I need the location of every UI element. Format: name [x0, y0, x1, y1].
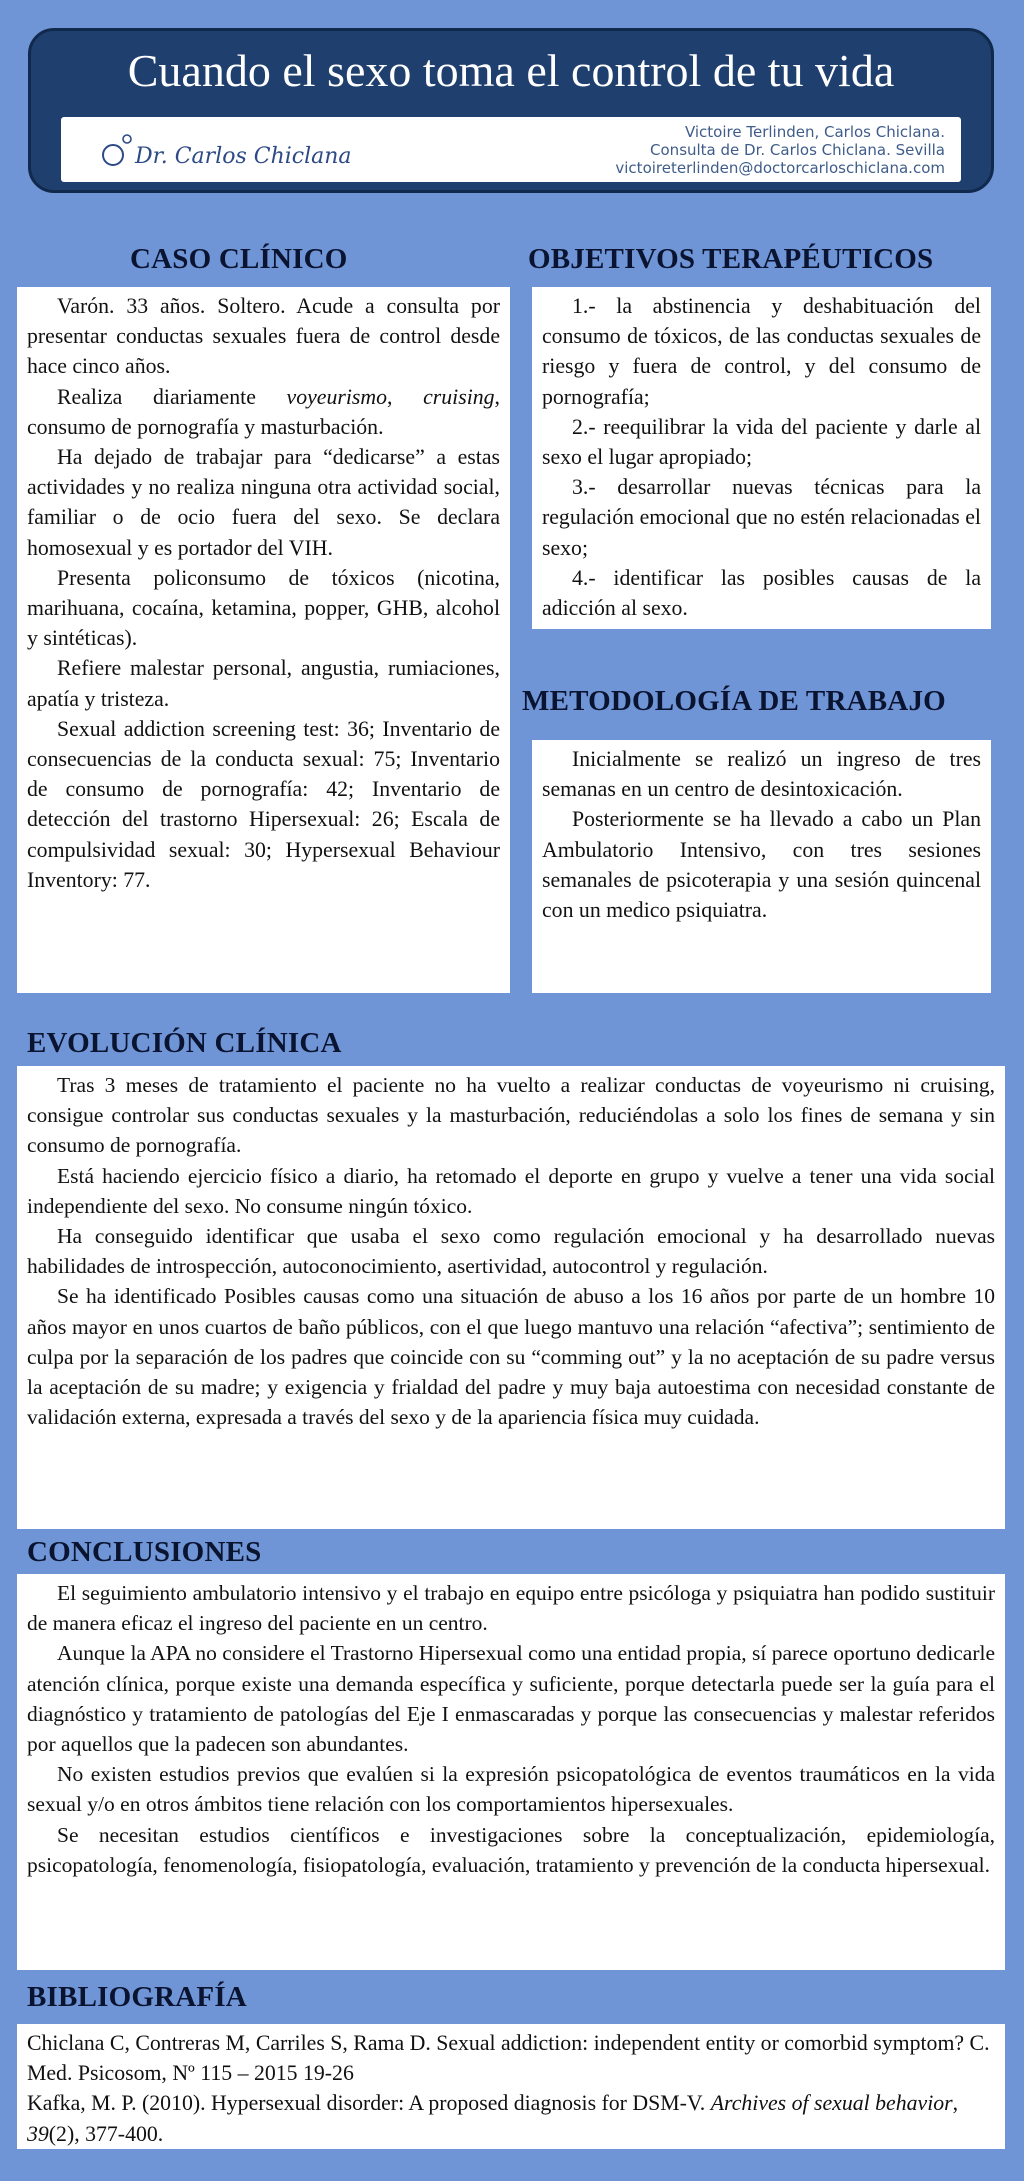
author-names: Victoire Terlinden, Carlos Chiclana.: [684, 123, 945, 141]
objetivo-1: 1.- la abstinencia y deshabituación del consumo de tóxicos, de las conductas sexuales de riesgo y fuera de control, y del consumo de pornografía;: [542, 294, 981, 409]
author-info: [615, 123, 945, 177]
caso-clinico-box: [17, 287, 510, 993]
author-email: victoireterlinden@doctorcarloschiclana.com: [615, 159, 945, 177]
metodologia-paragraph-1: Inicialmente se realizó un ingreso de tres semanas en un centro de desintoxicación.: [542, 747, 981, 802]
caso-paragraph-5: Refiere malestar personal, angustia, rumiaciones, apatía y tristeza.: [27, 656, 500, 711]
caso-paragraph-1: Varón. 33 años. Soltero. Acude a consulta por presentar conductas sexuales fuera de control desde hace cinco años.: [27, 294, 500, 379]
bibliografia-title: BIBLIOGRAFÍA: [27, 1981, 247, 2013]
author-band: [61, 117, 961, 182]
caso-paragraph-6: Sexual addiction screening test: 36; Inventario de consecuencias de la conducta sexual: 75; Inventario de consumo de pornografía: 42; Inventario de detección del trastorno Hipersexual: 26; Escala de compulsividad sexual: 30; Hypersexual Behaviour Inventory: 77.: [27, 716, 500, 892]
conclusiones-paragraph-2: Aunque la APA no considere el Trastorno Hipersexual como una entidad propia, sí parece oportuno dedicarle atención clínica, porque existe una demanda específica y suficiente, porque detectarla puede ser la guía para el diagnóstico y tratamiento de patologías del Eje I enmascaradas y porque las consecuencias y malestar referidos por aquellos que la padecen son abundantes.: [27, 1641, 995, 1757]
caso-clinico-title: CASO CLÍNICO: [130, 243, 348, 275]
metodologia-title: METODOLOGÍA DE TRABAJO: [522, 685, 946, 717]
reference-1: Chiclana C, Contreras M, Carriles S, Rama D. Sexual addiction: independent entity or comorbid symptom? C. Med. Psicosom, Nº 115 – 2015 19-26: [27, 2031, 990, 2086]
signature-logo: [101, 131, 401, 171]
reference-2: Kafka, M. P. (2010). Hypersexual disorder: A proposed diagnosis for DSM-V. Archives of sexual behavior, 39(2), 377-400.: [27, 2091, 959, 2146]
objetivos-title: OBJETIVOS TERAPÉUTICOS: [528, 243, 934, 275]
evolucion-paragraph-4: Se ha identificado Posibles causas como una situación de abuso a los 16 años por parte de un hombre 10 años mayor en unos cuartos de baño públicos, con el que luego mantuvo una relación “afectiva”; sentimiento de culpa por la separación de los padres que coincide con su “comming out” y la no aceptación de su padre versus la aceptación de su madre; y exigencia y frialdad del padre y muy baja autoestima con necesidad constante de validación externa, expresada a través del sexo y de la apariencia física muy cuidada.: [27, 1284, 995, 1430]
metodologia-paragraph-2: Posteriormente se ha llevado a cabo un Plan Ambulatorio Intensivo, con tres sesiones semanales de psicoterapia y una sesión quincenal con un medico psiquiatra.: [542, 807, 981, 923]
evolucion-paragraph-3: Ha conseguido identificar que usaba el sexo como regulación emocional y ha desarrollado nuevas habilidades de introspección, autoconocimiento, asertividad, autocontrol y regulación.: [27, 1224, 995, 1279]
caso-paragraph-3: Ha dejado de trabajar para “dedicarse” a estas actividades y no realiza ninguna otra actividad social, familiar o de ocio fuera del sexo. Se declara homosexual y es portador del VIH.: [27, 445, 500, 560]
metodologia-box: [532, 740, 991, 993]
poster-title: Cuando el sexo toma el control de tu vida: [127, 45, 895, 96]
bibliografia-box: [17, 2024, 1005, 2149]
conclusiones-paragraph-4: Se necesitan estudios científicos e investigaciones sobre la conceptualización, epidemiología, psicopatología, fenomenología, fisiopatología, evaluación, tratamiento y prevención de la conducta hipersexual.: [27, 1822, 995, 1877]
objetivo-4: 4.- identificar las posibles causas de la adicción al sexo.: [542, 565, 981, 621]
objetivo-2: 2.- reequilibrar la vida del paciente y darle al sexo el lugar apropiado;: [542, 414, 981, 470]
conclusiones-box: [17, 1574, 1005, 1970]
svg-text:Dr. Carlos Chiclana: Dr. Carlos Chiclana: [135, 144, 352, 169]
header-banner: [28, 28, 994, 193]
caso-paragraph-4: Presenta policonsumo de tóxicos (nicotina, marihuana, cocaína, ketamina, popper, GHB, alcohol y sintéticas).: [27, 565, 500, 651]
objetivo-3: 3.- desarrollar nuevas técnicas para la regulación emocional que no estén relacionadas el sexo;: [542, 475, 981, 560]
conclusiones-paragraph-3: No existen estudios previos que evalúen si la expresión psicopatológica de eventos traumáticos en la vida sexual y/o en otros ámbitos tiene relación con los comportamientos hipersexuales.: [27, 1762, 995, 1817]
objetivos-box: [532, 287, 991, 629]
evolucion-paragraph-1: Tras 3 meses de tratamiento el paciente no ha vuelto a realizar conductas de voyeurismo ni cruising, consigue controlar sus conductas sexuales y la masturbación, reduciéndolas a solo los fines de semana y sin consumo de pornografía.: [27, 1073, 995, 1158]
evolucion-box: [17, 1066, 1005, 1529]
conclusiones-title: CONCLUSIONES: [27, 1536, 262, 1568]
conclusiones-paragraph-1: El seguimiento ambulatorio intensivo y el trabajo en equipo entre psicóloga y psiquiatra han podido sustituir de manera eficaz el ingreso del paciente en un centro.: [27, 1581, 995, 1636]
author-affiliation: Consulta de Dr. Carlos Chiclana. Sevilla: [650, 141, 945, 159]
evolucion-title: EVOLUCIÓN CLÍNICA: [27, 1027, 342, 1059]
evolucion-paragraph-2: Está haciendo ejercicio físico a diario, ha retomado el deporte en grupo y vuelve a tener una vida social independiente del sexo. No consume ningún tóxico.: [27, 1163, 995, 1218]
caso-paragraph-2: Realiza diariamente voyeurismo, cruising, consumo de pornografía y masturbación.: [27, 384, 500, 439]
